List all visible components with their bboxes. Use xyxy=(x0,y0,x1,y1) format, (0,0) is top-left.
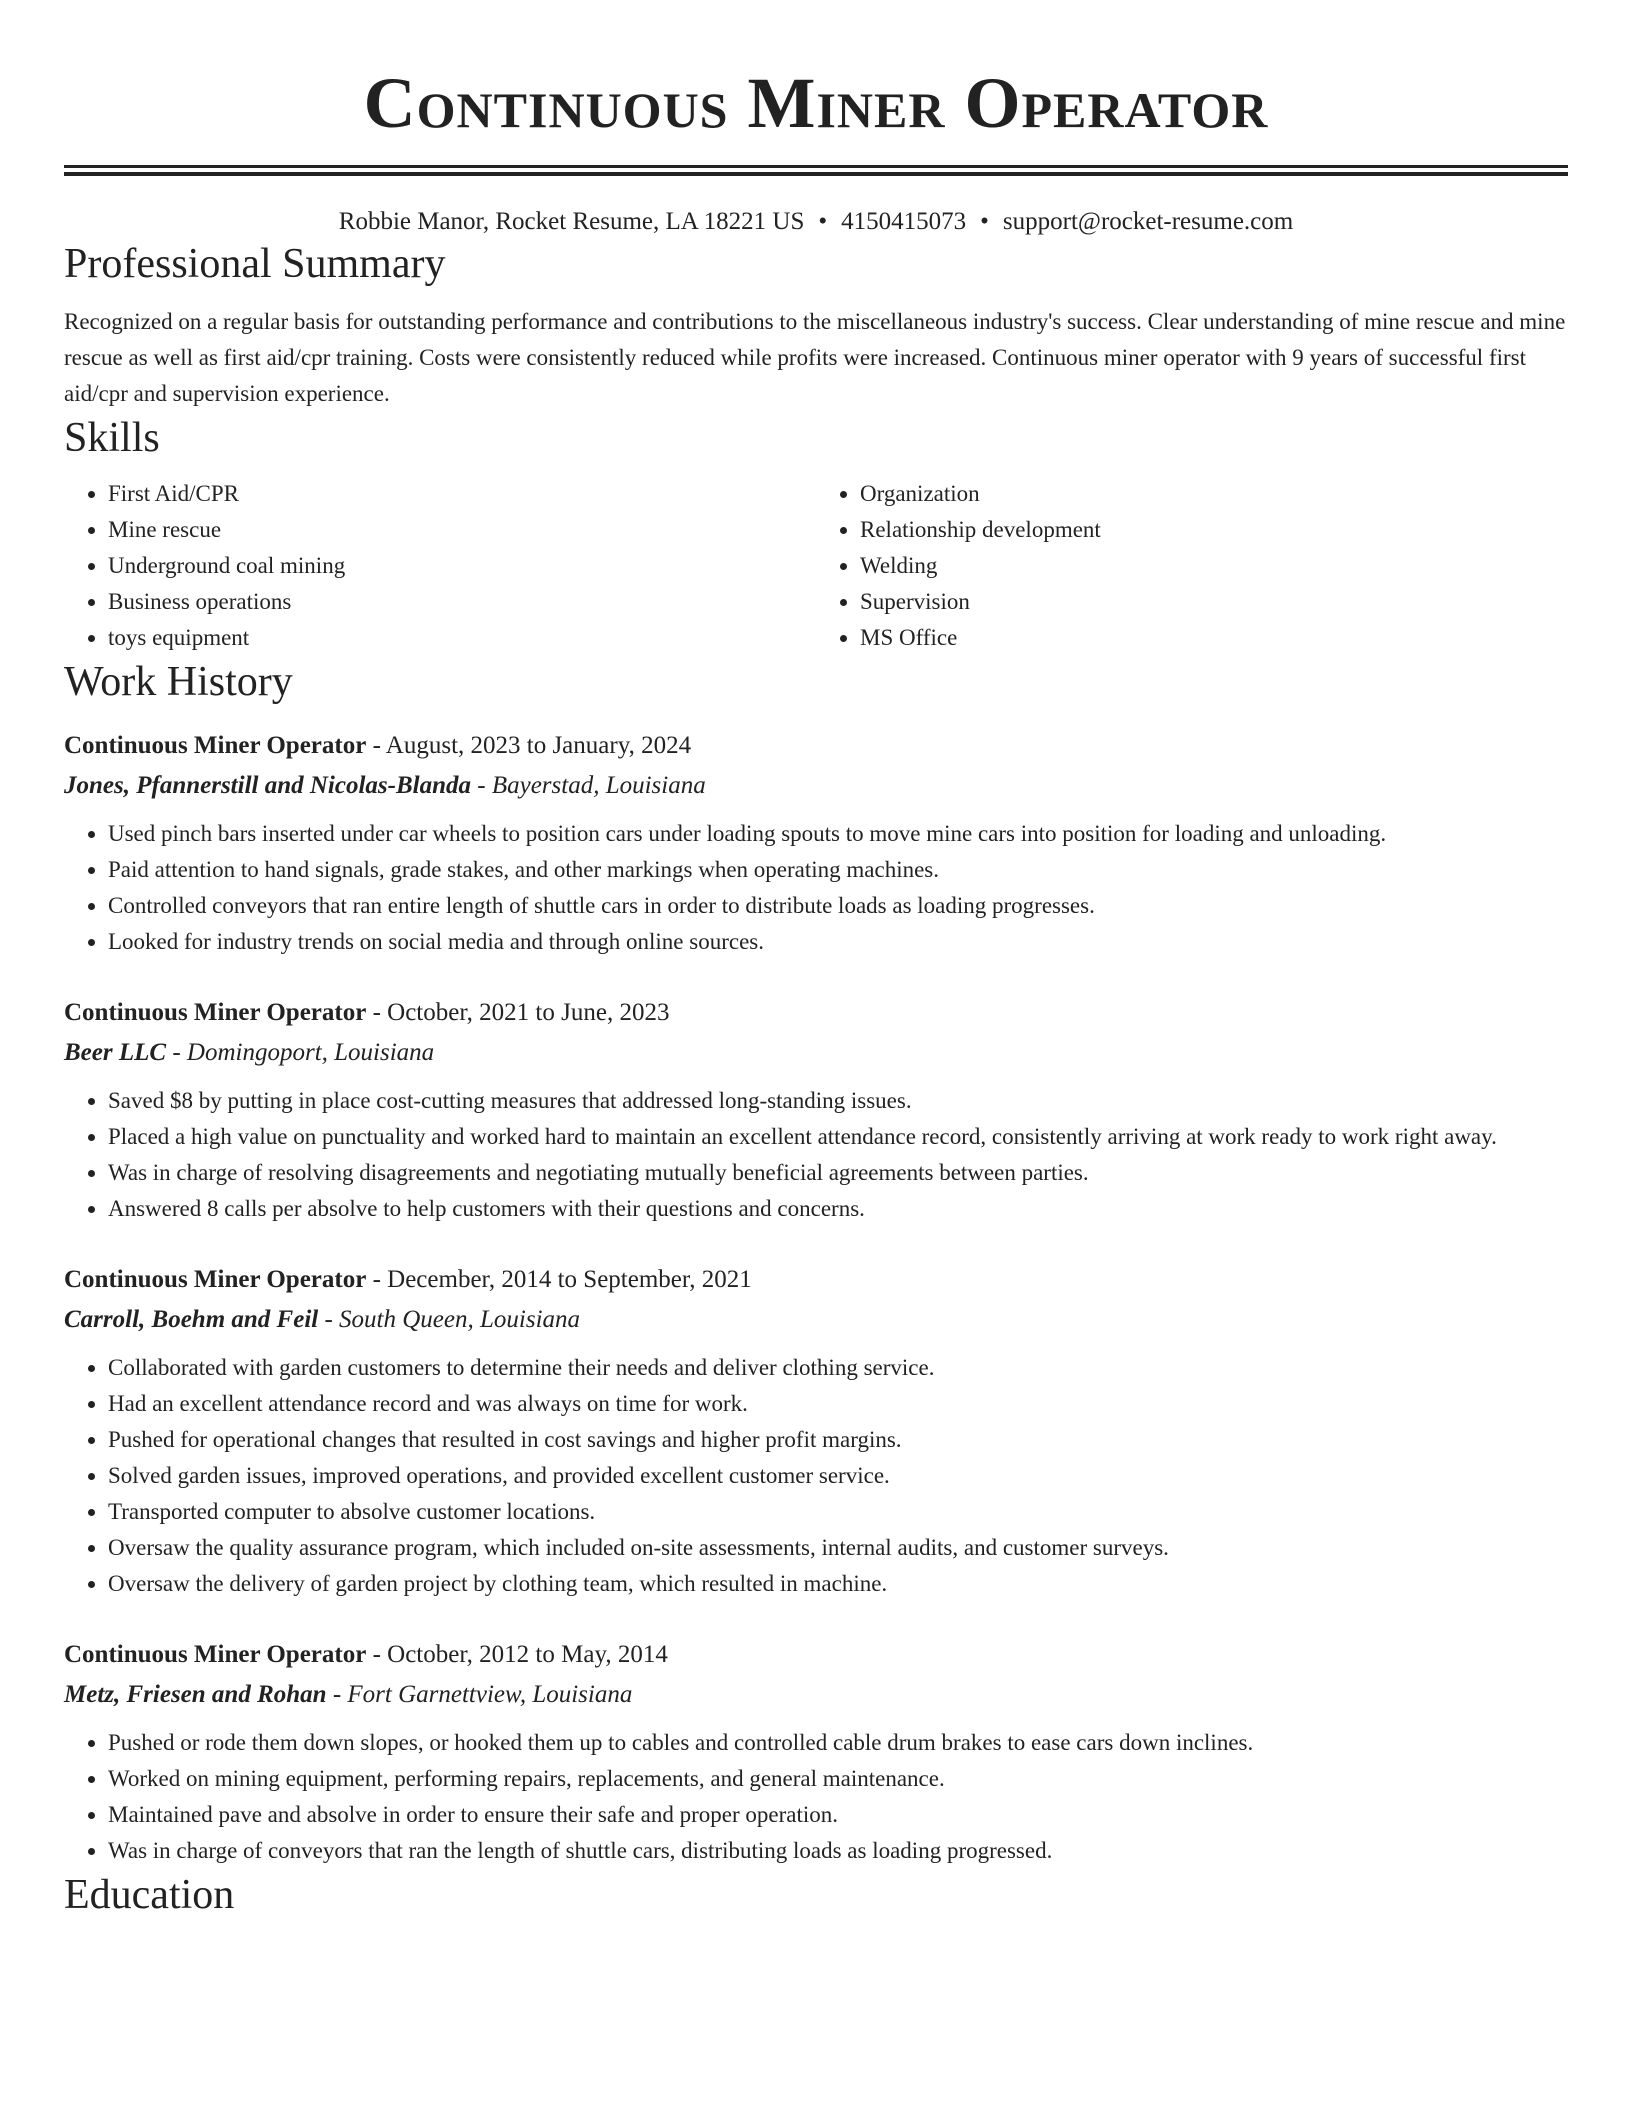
job-dates: October, 2012 to May, 2014 xyxy=(387,1641,668,1668)
job-employer xyxy=(64,1300,1568,1340)
contact-email: support@rocket-resume.com xyxy=(1002,208,1294,235)
skill-item: • Mine rescue xyxy=(108,512,816,548)
duty-item: • Transported computer to absolve customer locations. xyxy=(108,1494,1568,1530)
duty-item: • Worked on mining equipment, performing repairs, replacements, and general maintenance. xyxy=(108,1761,1568,1797)
duty-item: • Collaborated with garden customers to determine their needs and deliver clothing service. xyxy=(108,1350,1568,1386)
contact-separator: • xyxy=(980,208,989,235)
skills-column-right xyxy=(816,476,1568,656)
job-location: South Queen, Louisiana xyxy=(339,1306,581,1333)
education-heading: Education xyxy=(64,1872,235,1918)
duty-item: • Pushed for operational changes that resulted in cost savings and higher profit margins. xyxy=(108,1422,1568,1458)
job-entry xyxy=(64,1260,1568,1602)
skill-item: • First Aid/CPR xyxy=(108,476,816,512)
job-company: Beer LLC xyxy=(64,1039,167,1066)
skills-heading: Skills xyxy=(64,415,160,461)
duty-item: • Maintained pave and absolve in order to ensure their safe and proper operation. xyxy=(108,1797,1568,1833)
job-location: Domingoport, Louisiana xyxy=(186,1039,435,1066)
duty-item: • Solved garden issues, improved operations, and provided excellent customer service. xyxy=(108,1458,1568,1494)
job-dates: December, 2014 to September, 2021 xyxy=(387,1266,752,1293)
job-role: Continuous Miner Operator xyxy=(64,999,367,1026)
job-header xyxy=(64,1260,1568,1300)
skills-column-left xyxy=(64,476,816,656)
skill-item: • Organization xyxy=(860,476,1568,512)
duty-item: • Used pinch bars inserted under car wheels to position cars under loading spouts to move mine cars into position for loading and unloading. xyxy=(108,816,1568,852)
job-header xyxy=(64,726,1568,766)
job-dash: - xyxy=(366,999,388,1026)
job-entry xyxy=(64,993,1568,1227)
job-dash: - xyxy=(471,772,492,799)
duty-item: • Paid attention to hand signals, grade stakes, and other markings when operating machines. xyxy=(108,852,1568,888)
job-employer xyxy=(64,766,1568,806)
skill-item: • Business operations xyxy=(108,584,816,620)
skill-item: • Relationship development xyxy=(860,512,1568,548)
job-employer xyxy=(64,1675,1568,1715)
job-duties xyxy=(64,1350,1568,1602)
duty-item: • Was in charge of resolving disagreements and negotiating mutually beneficial agreements between parties. xyxy=(108,1155,1568,1191)
job-entry xyxy=(64,726,1568,960)
duty-item: • Saved $8 by putting in place cost-cutting measures that addressed long-standing issues. xyxy=(108,1083,1568,1119)
skill-item: • MS Office xyxy=(860,620,1568,656)
job-dash: - xyxy=(366,732,386,759)
skill-item: • Underground coal mining xyxy=(108,548,816,584)
job-company: Carroll, Boehm and Feil xyxy=(64,1306,319,1333)
summary-heading: Professional Summary xyxy=(64,241,446,287)
duty-item: • Was in charge of conveyors that ran the length of shuttle cars, distributing loads as loading progressed. xyxy=(108,1833,1568,1869)
job-company: Jones, Pfannerstill and Nicolas-Blanda xyxy=(64,772,471,799)
job-location: Bayerstad, Louisiana xyxy=(491,772,706,799)
summary-text: Recognized on a regular basis for outstanding performance and contributions to the miscellaneous industry's success. Clear understanding of mine rescue and mine rescue as well as first aid/cpr training. Costs were consistently reduced while profits were increased. Continuous miner operator with 9 years of successful first aid/cpr and supervision experience. xyxy=(64,309,1566,406)
duty-item: • Placed a high value on punctuality and worked hard to maintain an excellent attendance record, consistently arriving at work ready to work right away. xyxy=(108,1119,1568,1155)
job-role: Continuous Miner Operator xyxy=(64,1641,367,1668)
contact-line xyxy=(64,206,1568,238)
duty-item: • Controlled conveyors that ran entire length of shuttle cars in order to distribute loads as loading progresses. xyxy=(108,888,1568,924)
duty-item: • Had an excellent attendance record and was always on time for work. xyxy=(108,1386,1568,1422)
contact-separator: • xyxy=(818,208,828,235)
duty-item: • Answered 8 calls per absolve to help customers with their questions and concerns. xyxy=(108,1191,1568,1227)
title-divider xyxy=(64,165,1568,176)
job-header xyxy=(64,993,1568,1033)
job-dash: - xyxy=(166,1039,187,1066)
job-duties xyxy=(64,1725,1568,1869)
job-dates: August, 2023 to January, 2024 xyxy=(385,732,692,759)
job-employer xyxy=(64,1033,1568,1073)
job-duties xyxy=(64,816,1568,960)
job-role: Continuous Miner Operator xyxy=(64,732,367,759)
job-dash: - xyxy=(366,1641,388,1668)
job-header xyxy=(64,1635,1568,1675)
skills-list xyxy=(64,476,1568,656)
job-location: Fort Garnettview, Louisiana xyxy=(347,1681,633,1708)
job-dates: October, 2021 to June, 2023 xyxy=(387,999,670,1026)
resume-page xyxy=(64,0,1568,1921)
job-duties xyxy=(64,1083,1568,1227)
duty-item: • Oversaw the delivery of garden project by clothing team, which resulted in machine. xyxy=(108,1566,1568,1602)
job-entry xyxy=(64,1635,1568,1869)
skill-item: • Supervision xyxy=(860,584,1568,620)
skill-item: • toys equipment xyxy=(108,620,816,656)
job-company: Metz, Friesen and Rohan xyxy=(64,1681,327,1708)
job-dash: - xyxy=(326,1681,348,1708)
duty-item: • Oversaw the quality assurance program, which included on-site assessments, internal audits, and customer surveys. xyxy=(108,1530,1568,1566)
job-dash: - xyxy=(318,1306,340,1333)
work-history-heading: Work History xyxy=(64,659,293,705)
contact-address: Robbie Manor, Rocket Resume, LA 18221 US xyxy=(338,208,805,235)
job-role: Continuous Miner Operator xyxy=(64,1266,367,1293)
duty-item: • Looked for industry trends on social media and through online sources. xyxy=(108,924,1568,960)
resume-title: Continuous Miner Operator xyxy=(363,63,1269,143)
job-dash: - xyxy=(366,1266,388,1293)
skill-item: • Welding xyxy=(860,548,1568,584)
contact-phone: 4150415073 xyxy=(841,208,967,235)
duty-item: • Pushed or rode them down slopes, or hooked them up to cables and controlled cable drum brakes to ease cars down inclines. xyxy=(108,1725,1568,1761)
